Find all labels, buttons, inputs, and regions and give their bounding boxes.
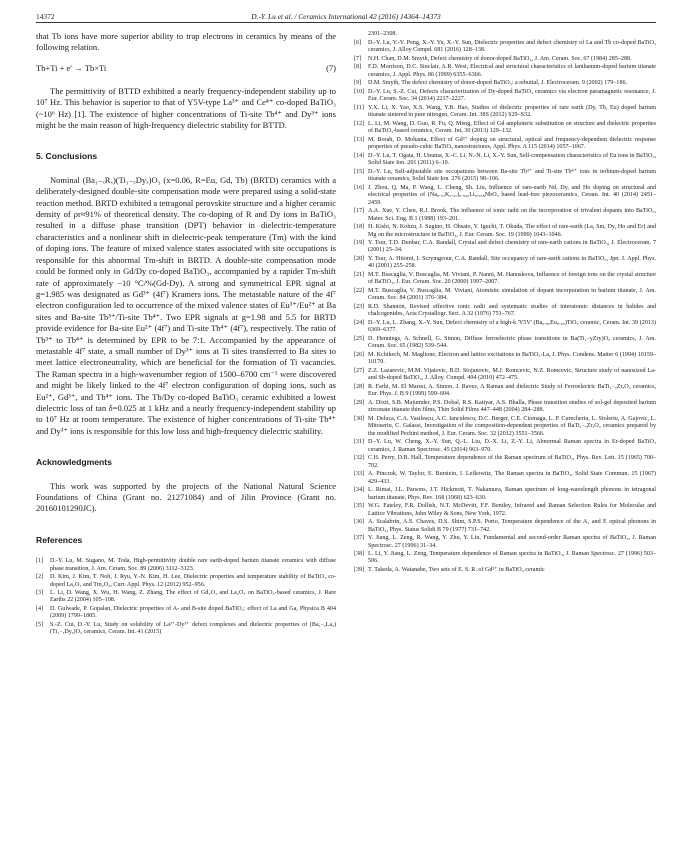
reference-item: [33] A. Pinczuk, W. Taylor, E. Burstein, I. Lefkowitz, The Raman spectra in BaTiO₃, Solid State Commun. 15 (1967) 429–433. <box>354 471 656 485</box>
reference-item: [16] J. Zhou, Q. Ma, P. Wang, L. Cheng, Sh. Liu, Influence of rare-earth Nd, Dy, and Ho doping on structural and electrical properties of (Na₀.₅₃K₀.₄₇)₀.₉₄₂Li₀.₀₅₈NbO₃ based lead-free piezoceramics, Ceram. Int. 40 (2014) 2451–2459. <box>354 184 656 206</box>
references-list-left <box>36 558 336 637</box>
reference-item: [39] T. Takeda, A. Watanabe, Two sets of E. S. R. of Gd³⁺ in BaTiO₃ ceramic <box>354 567 545 574</box>
reference-item: [19] Y. Tsur, T.D. Dunbar, C.A. Randall, Crystal and defect chemistry of rare-earth cations in BaTiO₃, J. Electroceram. 7 (2001) 25–34. <box>354 240 656 254</box>
left-column <box>36 31 336 853</box>
reference-item: [11] Y.X. Li, X. Yao, X.S. Wang, Y.B. Hao, Studies of dielectric properties of rare earth (Dy, Tb, Eu) doped barium titanate sintered in pure nitrogen, Ceram. Int. 38S (2012) S29–S32. <box>354 105 656 119</box>
reference-item: [38] L. Li, Y. Jiang, L. Zeng, Temperature dependence of Raman spectra in BaTiO₃, J. Raman Spectrosc. 27 (1996) 503–506. <box>354 551 656 565</box>
conclusions-heading: 5. Conclusions <box>36 151 98 162</box>
reference-item: [22] M.T. Buscaglia, V. Buscaglia, M. Viviani, Atomistic simulation of dopant incorporation in barium titanate, J. Am. Ceram. Soc. 84 (2001) 376–384. <box>354 288 656 302</box>
reference-item: [8] F.D. Morrison, D.C. Sinclair, A.R. West, Electrical and structural characteristics of lanthanum-doped barium titanate ceramics, J. Appl. Phys. 86 (1999) 6355–6366. <box>354 64 656 78</box>
reference-item: [36] A. Scalabrin, A.S. Chaves, D.S. Shim, S.P.S. Porto, Temperature dependence of the A₁ and E optical phonons in BaTiO₃, Phys. Status Solidi B 79 (1977) 731–742. <box>354 519 656 533</box>
reference-item: [2] D. Kim, J. Kim, T. Noh, J. Ryu, Y.-N. Kim, H. Lee, Dielectric properties and temperature stability of BaTiO₃ co-doped La₂O₃ and Tm₂O₃, Curr. Appl. Phys. 12 (2012) 952–956. <box>36 574 336 588</box>
right-column <box>354 31 656 853</box>
reference-item: [17] A.A. Xue, Y. Chen, R.J. Brook, The influence of ionic radii on the incorporation of trivalent dopants into BaTiO₃, Mater. Sci. Eng. B 1 (1988) 193–201. <box>354 208 656 222</box>
reference-item: [31] D.-Y. Lu, W. Cheng, X.-Y. Sun, Q.-L. Liu, D.-X. Li, Z.-Y. Li, Abnormal Raman spectra in Er-doped BaTiO₃ ceramics, J. Raman Spectrosc. 45 (2014) 963–970. <box>354 439 656 453</box>
reference-item: [1] D.-Y. Lu, M. Sugano, M. Toda, High-permittivity double rare earth-doped barium titanate ceramics with diffuse phase transition, J. Am. Ceram. Soc. 89 (2006) 3112–3123. <box>36 558 336 572</box>
reference-item: [30] M. Deluca, C.A. Vasilescu, A.C. Ianculescu, D.C. Berger, C.E. Ciomaga, L. P. Curecheriu, L. Stoleriu, A. Gajovic, L. Mitoseriu, C. Galassi, Investigation of the composition-dependent properties of BaTi₁₋ₓZrₓO₃ ceramics prepared by the modified Pechini method, J. Eur. Ceram. Soc. 32 (2012) 3551–3566. <box>354 416 656 437</box>
acknowledgments-heading: Acknowledgments <box>36 457 112 468</box>
equation-expression: Tb+Ti + e′ → Tb×Ti <box>36 62 107 73</box>
reference-item: [12] L. Li, M. Wang, D. Guo, R. Fu, Q. Meng, Effect of Gd amphoteric substitution on structure and dielectric properties of BaTiO₃-based ceramics, Ceram. Int. 30 (2013) 129–132. <box>354 121 656 135</box>
reference-item: [34] L. Rimai, J.L. Parsons, J.T. Hickmott, T. Nakamura, Raman spectrum of long-wavelength phonons in tetragonal barium titanate, Phys. Rev. 168 (1968) 623–630. <box>354 487 656 501</box>
reference-item: [7] N.H. Chan, D.M. Smyth, Defect chemistry of donor-doped BaTiO₃, J. Am. Ceram. Soc. 67 (1984) 285–288. <box>354 55 632 62</box>
reference-item: [24] D.-Y. Lu, L. Zhang, X.-Y. Sun, Defect chemistry of a high-k 'Y5V' (Ba₀.₉₅Eu₀.₀₅)TiO₃ ceramic, Ceram. Int. 39 (2013) 6369–6377. <box>354 320 656 334</box>
reference-item: [13] M. Borah, D. Mohanta, Effect of Gd³⁺ doping on structural, optical and frequency-dependent dielectric response properties of pseudo-cubic BaTiO₃ nanostructures, Appl. Phys. A 115 (2014) 1057–1067. <box>354 136 656 151</box>
reference-item: [4] D. Gulwade, P. Gopalan, Dielectric properties of A- and B-site doped BaTiO₃: effect of La and Ga, Physica B 404 (2009) 1799–1805. <box>36 606 336 620</box>
reference-item: [27] Z.Z. Lazarevic, M.M. Vijatovic, B.D. Stojanovic, M.J. Romcevic, N.Z. Romcevic, Structure study of nanosized La- and Sb-doped BaTiO₃, J. Alloy. Compd. 494 (2010) 472–475. <box>354 368 656 382</box>
conclusions-paragraph: Nominal (Ba₁₋ₓRₓ)(Ti₁₋ₓDyₓ)O₃ (x=0.06, R=Eu, Gd, Tb) (BRTD) ceramics with a deliberately-designed double-site compensation mode were prepared using a solid-state reaction method. BRTD exhibited a tetragonal perovskite structure and a higher ceramic density of ρr≈91% of theoretical density. The co-doping of R and Dy ions in BaTiO₃ resulted in a diffuse phase transition (DPT) behavior in dielectric-temperature characteristics and a nonlinear shift in dielectric-peak temperature (Tm) with the kind of doping ions. The feature of mixed valence states associated with site occupations is responsible for this abnormal Tm-shift in BRTD. A double-site compensation mode could be formed only in Gd/Dy co-doped BaTiO₃, accompanied by a rapider Tm-shift rate of approximately −10 °C/%(Gd-Dy). A strong and symmetrical EPR signal at g=1.985 was designated as Gd³⁺ (4f⁷) Kramers ions. The metastable nature of the 4f⁷ electron configuration led to occurrence of the mixed valence states of Eu³⁺/Eu²⁺ at Ba sites and Ba-site Tb³⁺/Ti-site Tb⁴⁺. Two EPR signals at g=1.98 and 5.5 for BRTD provide evidence for Ba-site Eu²⁺ (4f⁷) and Ti-site Tb⁴⁺ (4f⁷), respectively. The ratio of Tb³⁺ to Tb⁴⁺ is determined by EPR to be 7:1. Accompanied by the appearance of metastable 4f⁷ state, a small number of Dy³⁺ ions at Ti sites transferred to Ba sites to meet lattice electroneutrality, which are beneficial for the formation of Ti vacancies. The Raman spectra in a high-wavenumber region of 1500–6700 cm⁻¹ were discovered and might be likely linked to the 4f⁷ electron configuration of doping ions, such as Eu²⁺, Gd³⁺, and Tb⁴⁺ ions. The Tb/Dy co-doped BaTiO₃ ceramic exhibited a lowest dielectric loss of tan δ=0.025 at 1 kHz and a nearly frequency-independent stability up to 10⁷ Hz at room temperature. The existence of higher concentrations of Ti-site Tb⁴⁺ and Dy³⁺ ions is responsible for this low loss and high-frequency dielectric stability. <box>36 174 336 436</box>
reference-item: [32] C.H. Perry, D.B. Hall, Temperature dependence of the Raman spectrum of BaTiO₃, Phys. Rev. Lett. 15 (1965) 700–702. <box>354 455 656 469</box>
reference-item: [28] R. Farhi, M. El Marssi, A. Simon, J. Ravez, A Raman and dielectric Study of Ferroelectric BaTi₁₋ₓZrₓO₃ ceramics, Eur. Phys. J. B 9 (1999) 599–604. <box>354 384 656 398</box>
reference-item: [15] D.-Y. Lu, Self-adjustable site occupations between Ba-site Tb³⁺ and Ti-site Tb⁴⁺ ions in terbium-doped barium titanate ceramics, Solid State Ion. 276 (2015) 98–106. <box>354 168 656 183</box>
header-rule <box>36 22 656 23</box>
reference-item: [10] D.-Y. Lu, S.-Z. Cui, Defects characterization of Dy-doped BaTiO₃ ceramics via electron paramagnetic resonance, J. Eur. Ceram. Soc. 34 (2014) 2217–2227. <box>354 89 656 103</box>
reference-item: [37] Y. Jiang, L. Zeng, R. Wang, Y. Zhu, Y. Liu, Fundamental and second-order Raman spectra of BaTiO₃, J. Raman Spectrosc. 27 (1996) 31–34. <box>354 535 656 549</box>
reference-item: [18] H. Kishi, N. Kohzu, J. Sugino, H. Ohsato, Y. Iguchi, T. Okuda, The effect of rare-earth (La, Sm, Dy, Ho and Er) and Mg on the microstructure in BaTiO₃, J. Eur. Ceram. Soc. 19 (1999) 1043–1046. <box>354 224 656 238</box>
reference-item: [29] A. Dixit, S.B. Majumder, P.S. Dobal, R.S. Katiyar, A.S. Bhalla, Phase transition studies of sol-gel deposited barium zirconate titanate thin films, Thin Solid Films 447–448 (2004) 284–288. <box>354 400 656 414</box>
reference-item: [20] Y. Tsur, A. Hitomi, I. Scrymgeour, C.A. Randall, Site occupancy of rare-earth cations in BaTiO₃, Jpn. J. Appl. Phys. 40 (2001) 255–258. <box>354 256 656 270</box>
reference-item: [9] D.M. Smyth, The defect chemistry of donor-doped BaTiO₃: a rebuttal, J. Electroceram. 9 (2002) 179–186. <box>354 80 628 87</box>
reference-item: [5] S.-Z. Cui, D.-Y. Lu, Study on solubility of La³⁺-Dy³⁺ defect complexes and dielectric properties of (Ba₁₋ₓLaₓ)(Ti₁₋ₓDyₓ)O₃ ceramics, Ceram. Int. 41 (2015) <box>36 622 336 636</box>
references-heading: References <box>36 534 83 545</box>
reference-item: 2301–2308. <box>368 31 397 37</box>
reference-item: [23] R.D. Shannon, Revised effective ionic radii and systematic studies of interatomic distances in halides and chalcogenides, Acta Crystallogr. Sect. A 32 (1976) 751–767. <box>354 304 656 318</box>
page-number: 14372 <box>36 12 55 21</box>
acknowledgments-paragraph: This work was supported by the projects of the National Natural Science Foundations of China (Grant no. 21271084) and of Jilin Province (Grant no. 20160101290JC). <box>36 480 336 514</box>
intro-paragraph: that Tb ions have more superior ability to trap electrons in ceramics by means of the following relation. <box>36 31 336 53</box>
permittivity-paragraph: The permittivity of BTTD exhibited a nearly frequency-independent stability up to 10⁷ Hz. This behavior is superior to that of Y5V-type La³⁺ and Ce⁴⁺ co-doped BaTiO₃ (~10⁶ Hz) [1]. The existence of higher concentrations of Ti-site Tb⁴⁺ and Dy³⁺ ions might be the main reason of high-frequency dielectric stability for BTTD. <box>36 85 336 131</box>
reference-item: [25] D. Hennings, A. Schnell, G. Simon, Diffuse ferroelectric phase transitions in Ba(Ti₁₋yZry)O₃ ceramics, J. Am. Ceram. Soc. 65 (1982) 539–544. <box>354 336 656 350</box>
reference-item: [6] D.-Y. Lu, Y.-Y. Peng, X.-Y. Yu, X.-Y. Sun, Dielectric properties and defect chemistry of La and Tb co-doped BaTiO₃ ceramics, J. Alloy Compd. 681 (2016) 128–138. <box>354 39 656 53</box>
reference-item: [3] L. Li, D. Wang, X. Wu, H. Wang, Z. Zhang, The effect of Gd₂O₃ and La₂O₃ on BaTiO₃-based ceramics, J. Rare Earths 22 (2004) 105–108. <box>36 590 336 604</box>
reference-item: [26] M. Kchikech, M. Maglione, Electron and lattice excitations in BaTiO₃-La, J. Phys. Condens. Matter 6 (1994) 10159–10170. <box>354 352 656 366</box>
equation-7 <box>36 63 336 75</box>
reference-item: [35] W.G. Fateley, F.R. Dollish, N.T. McDevitt, F.F. Bentley, Infrared and Raman Selection Rules for Molecular and Lattice Vibrations, John Wiley & Sons, New York, 1972. <box>354 503 656 517</box>
equation-number: (7) <box>326 62 336 73</box>
journal-citation: D.-Y. Lu et al. / Ceramics International 42 (2016) 14364–14373 <box>251 12 441 21</box>
reference-item: [21] M.T. Buscaglia, V. Buscaglia, M. Viviani, P. Nanni, M. Hanuskova, Influence of foreign ions on the crystal structure of BaTiO₃, J. Eur. Ceram. Soc. 20 (2000) 1997–2007. <box>354 272 656 286</box>
reference-item: [14] D.-Y. Lu, T. Ogata, H. Unuma, X.-C. Li, N.-N. Li, X.-Y. Sun, Self-compensation characteristics of Eu ions in BaTiO₃, Solid State Ion. 201 (2011) 6–10. <box>354 152 656 167</box>
